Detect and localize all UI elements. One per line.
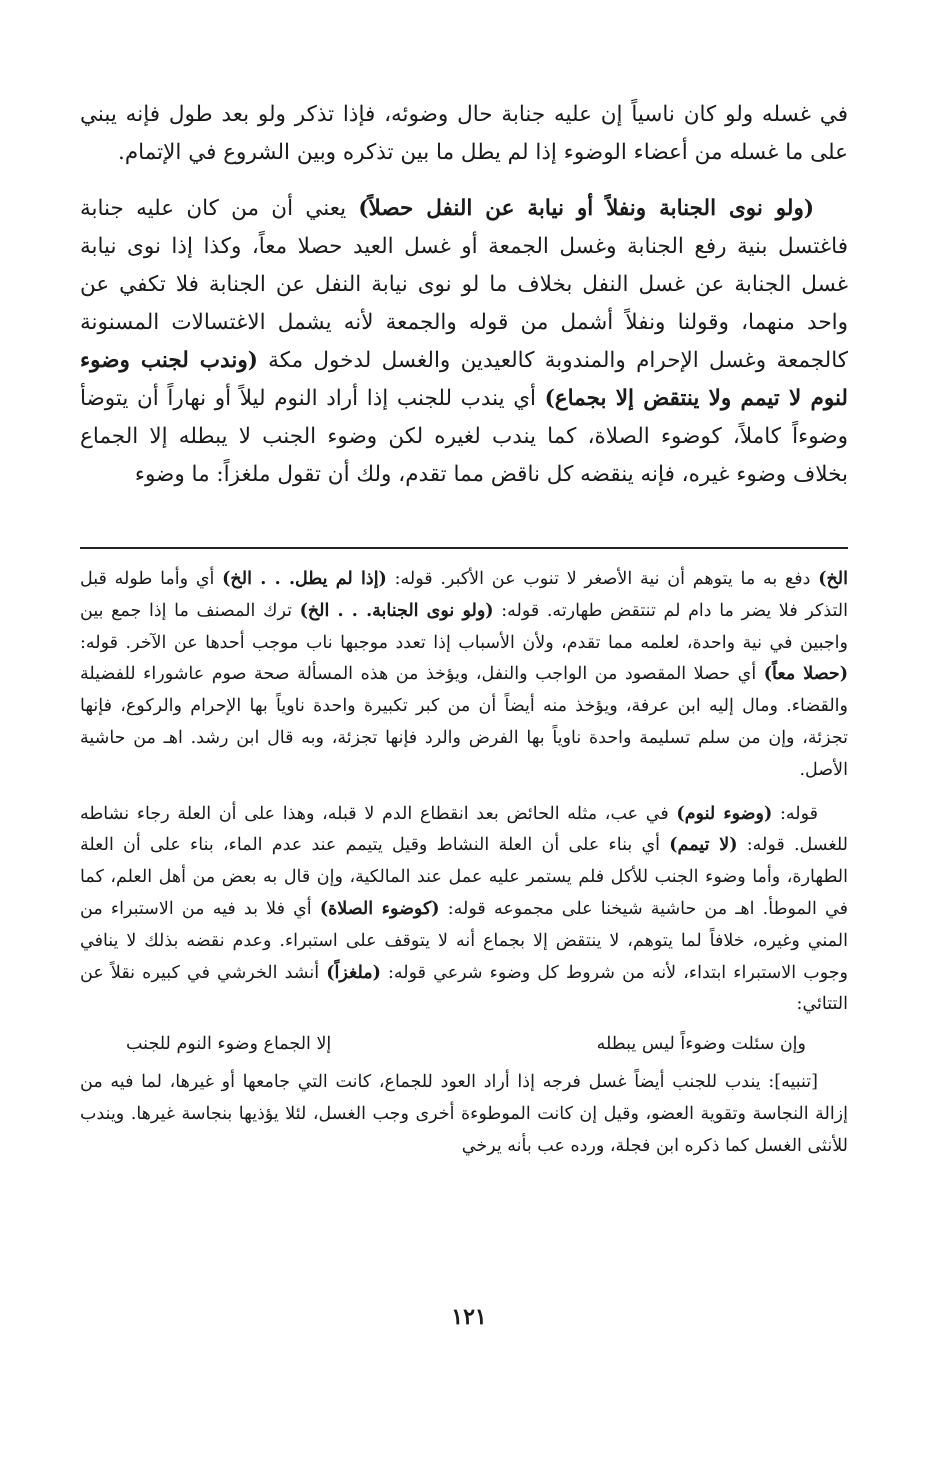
sharh-text-1: يعني أن من كان عليه جنابة فاغتسل بنية رفع الجنابة وغسل الجمعة أو غسل العيد حصلا معاً، وكذا إذا نوى نيابة غسل الجنابة عن غسل النفل بخلاف ما لو نوى نيابة النفل عن الجنابة فلا تكفي عن واحد منهما، وقولنا ونفلاً أشمل من قوله والجمعة لأنه يشمل الاغتسالات المسنونة كالجمعة وغسل الإحرام والمندوبة كالعيدين والغسل لدخول مكة: [80, 196, 849, 373]
footnote-paragraph-1: [80, 564, 848, 787]
note-text-7: أي بناء على أن العلة النشاط وقيل يتيمم عند عدم الماء، بناء على أن العلة الطهارة، وأما وضوء الجنب للأكل فلم يستمر عليه عمل عند المالكية، وإن قال به بعض من أهل العلم، كما في الموطأ. اهـ من حاشية شيخنا على مجموعه قوله:: [80, 835, 848, 919]
note-text-8: أي فلا بد فيه من الاستبراء من المني وغيره، خلافاً لما يتوهم، لا ينتقض إلا بجماع أنه لا يتوقف على استبراء. وعدم نقضه بذلك لا ينافي وجوب الاستبراء ابتداء، لأنه من شروط كل وضوء شرعي قوله:: [80, 898, 848, 983]
note-term-6: (لا تيمم): [669, 835, 738, 856]
note-text-5: قوله:: [772, 803, 818, 824]
note-text-4: أي حصلا المقصود من الواجب والنفل، ويؤخذ من هذه المسألة صحة صوم عاشوراء للفضيلة والقضاء. ومال إليه ابن عرفة، ويؤخذ منه أيضاً أن من كبر تكبيرة واحدة ناوياً بها الإحرام والركوع، فإنها تجزئة، وإن من سلم تسليمة واحدة ناوياً بها الفرض والرد فإنها تجزئة، وبه قال ابن رشد. اهـ من حاشية الأصل.: [80, 664, 848, 780]
sharh-text-2: أي يندب للجنب إذا أراد النوم ليلاً أو نهاراً أن يتوضأ وضوءاً كاملاً، كوضوء الصلاة، كما يندب لغيره لكن وضوء الجنب لا يبطله إلا الجماع بخلاف وضوء غيره، فإنه ينقضه كل ناقض مما تقدم، ولك أن تقول ملغزاً: ما وضوء: [80, 386, 848, 487]
main-text: [80, 96, 848, 494]
note-term-7: (كوضوء الصلاة): [319, 898, 440, 919]
poem-verse: [80, 1029, 848, 1059]
matn-phrase-2: (وندب لجنب وضوء لنوم لا تيمم ولا ينتقض إلا بجماع): [80, 348, 848, 411]
footnote-divider: [80, 547, 848, 549]
note-term-3: (ولو نوى الجنابة. . . الخ): [299, 600, 494, 621]
footnotes: [80, 564, 848, 1163]
footnote-paragraph-2: [80, 799, 848, 1022]
note-term-8: (ملغزاً): [326, 962, 381, 983]
note-term-2: (إذا لم يطل. . . الخ): [222, 569, 387, 589]
footnote-paragraph-3: [تنبيه]: يندب للجنب أيضاً غسل فرجه إذا أراد العود للجماع، كانت التي جامعها أو غيرها، لما فيه من إزالة النجاسة وتقوية العضو، وقيل إن كانت الموطوءة أخرى وجب الغسل، لئلا يؤذيها بنجاسة غيرها. ويندب للأنثى الغسل كما ذكره ابن فجلة، ورده عب بأنه يرخي: [80, 1072, 848, 1156]
note-text-2: أي وأما طوله قبل التذكر فلا يضر ما دام لم تنتقض طهارته. قوله:: [80, 569, 848, 621]
verse-first-hemistich: وإن سئلت وضوءاً ليس يبطله: [596, 1034, 806, 1055]
main-paragraph-2: [80, 190, 848, 494]
note-term-1: الخ): [818, 569, 848, 589]
main-paragraph-1: في غسله ولو كان ناسياً إن عليه جنابة حال وضوئه، فإذا تذكر ولو بعد طول فإنه يبني على ما غسله من أعضاء الوضوء إذا لم يطل ما بين تذكره وبين الشروع في الإتمام.: [80, 102, 848, 165]
note-text-1: دفع به ما يتوهم أن نية الأصغر لا تنوب عن الأكبر. قوله:: [386, 569, 819, 589]
verse-second-hemistich: إلا الجماع وضوء النوم للجنب: [126, 1034, 332, 1055]
note-term-4: (حصلا معاً): [763, 664, 848, 685]
note-text-3: ترك المصنف ما إذا جمع بين واجبين في نية واحدة، لعلمه مما تقدم، ولأن الأسباب إذا تعدد موجبها ناب موجب أحدها عن الآخر. قوله:: [80, 600, 848, 653]
note-term-5: (وضوء لنوم): [676, 803, 773, 824]
page-number: ١٢١: [451, 1304, 487, 1330]
note-text-9: أنشد الخرشي في كبيره نقلاً عن التتائي:: [80, 962, 848, 1015]
matn-phrase-1: (ولو نوى الجنابة ونفلاً أو نيابة عن النفل حصلاً): [358, 196, 814, 221]
note-text-6: في عب، مثله الحائض بعد انقطاع الدم لا قبله، وهذا على أن العلة رجاء نشاطه للغسل. قوله:: [80, 803, 848, 856]
